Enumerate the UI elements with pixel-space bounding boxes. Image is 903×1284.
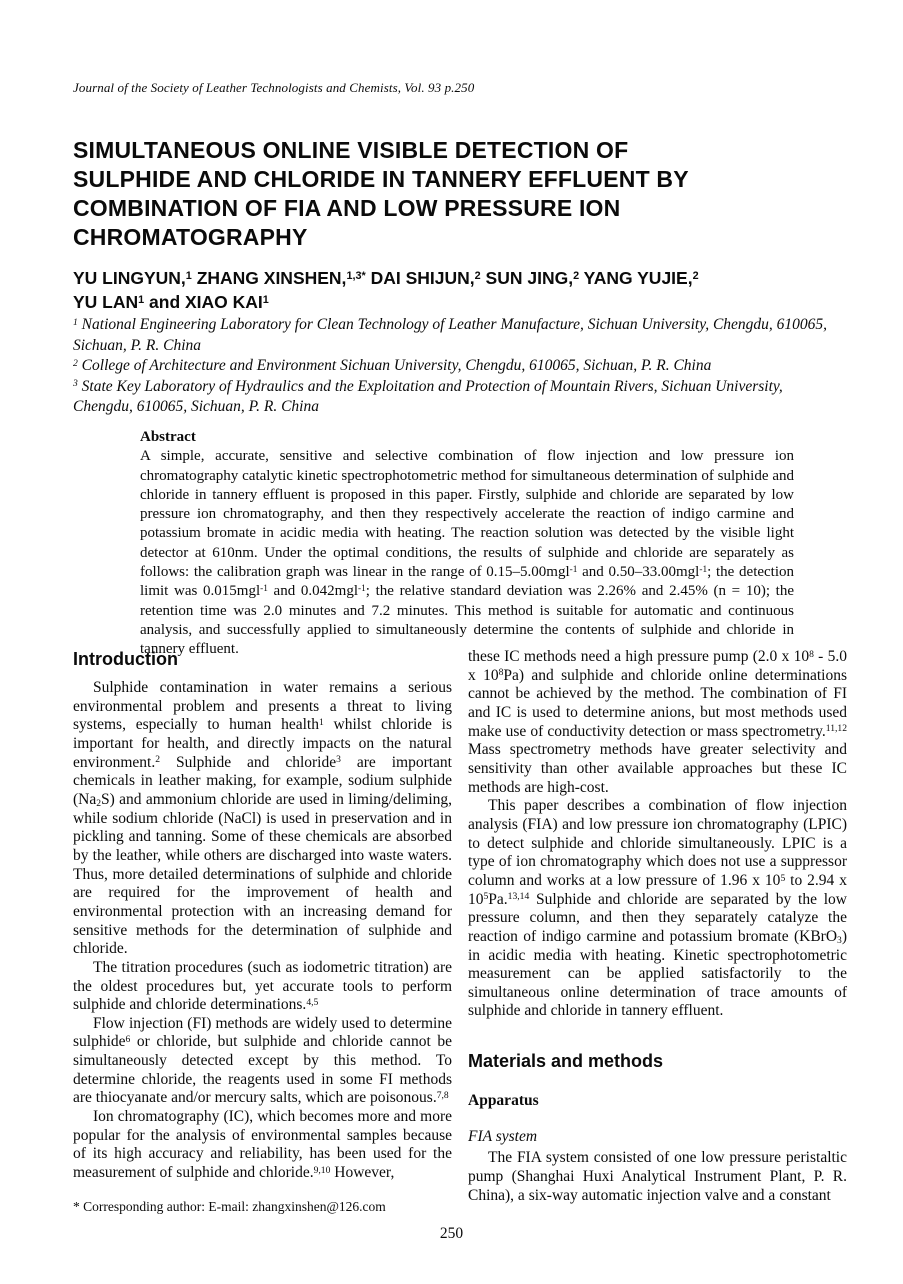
column-right [468,648,847,1205]
two-column-body [73,648,847,1205]
section-heading-materials-and-methods: Materials and methods [468,1051,664,1072]
abstract-text: A simple, accurate, sensitive and selective combination of flow injection and low pressure ion chromatography catalytic kinetic spectrophotometric method for simultaneous determination of sulphide and chloride in tannery effluent is proposed in this paper. Firstly, sulphide and chloride are separated by low pressure ion chromatography, and then they respectively accelerate the reaction of indigo carmine and potassium bromate in acidic media with heating. The reaction solution was detected by the visible light detector at 610nm. Under the optimal conditions, the results of sulphide and chloride are separately as follows: the calibration graph was linear in the range of 0.15–5.00mgl$^{-1}$ and 0.50–33.00mgl$^{-1}$; the detection limit was 0.015mgl$^{-1}$ and 0.042mgl$^{-1}$; the relative standard deviation was 2.26% and 2.45% (n = 10); the retention time was 2.0 minutes and 7.2 minutes. This method is suitable for automatic and continuous analysis, and successfully applied to simultaneously determine the contents of sulphide and chloride in tannery effluent. [140,448,795,658]
intro-paragraph-3: Flow injection (FI) methods are widely used to determine sulphide$^6$ or chloride, but sulphide and chloride cannot be simultaneously detected except by this method. To determine chloride, the reagents used in some FI methods are thiocyanate and/or mercury salts, which are poisonous.$^{7,8}$ [73,1014,452,1107]
journal-header: Journal of the Society of Leather Technologists and Chemists, Vol. 93 p.250 [73,80,475,95]
authors-line-1: YU LINGYUN,$^1$ ZHANG XINSHEN,$^{1,3*}$ DAI SHIJUN,$^2$ SUN JING,$^2$ YANG YUJIE,$^2$ [73,268,699,288]
title-line-1: SIMULTANEOUS ONLINE VISIBLE DETECTION OF [73,137,629,163]
subsection-heading-apparatus: Apparatus [468,1092,539,1110]
affiliation-item-1: $^1$ National Engineering Laboratory for Clean Technology of Leather Manufacture, Sichuan University, Chengdu, 610065, Sichuan, P. R. China [73,316,828,354]
column-left [73,648,452,1205]
title-line-2: SULPHIDE AND CHLORIDE IN TANNERY EFFLUENT BY [73,166,689,192]
authors [73,266,699,314]
intro-paragraph-5: This paper describes a combination of flow injection analysis (FIA) and low pressure ion chromatography (LPIC) to detect sulphide and chloride simultaneously. LPIC is a type of ion chromatography which does not use a suppressor column and works at a low pressure of 1.96 x $10^5$ to 2.94 x $10^5Pa.^{13,14}$ Sulphide and chloride are separated by the low pressure column, and then they separately catalyze the reaction of indigo carmine and potassium bromate (KBrO$_3$) in acidic media with heating. Kinetic spectrophotometric measurement can be applied satisfactorily to the simultaneous online determination of trace amounts of sulphide and chloride in tannery effluent. [468,797,847,1020]
intro-paragraph-4: Ion chromatography (IC), which becomes more and more popular for the analysis of environmental samples because of its high accuracy and reliability, has been used for the measurement of sulphide and chloride.$^{9,10}$ However, [73,1108,452,1182]
title-line-3: COMBINATION OF FIA AND LOW PRESSURE ION [73,195,621,221]
page-number: 250 [439,1225,464,1242]
intro-paragraph-1: Sulphide contamination in water remains a serious environmental problem and presents a threat to living systems, especially to human health$^1$ whilst chloride is important for health, and directly impacts on the natural environment.$^2$ Sulphide and chloride$^3$ are important chemicals in leather making, for example, sodium sulphide $(Na_2S)$ and ammonium chloride are used in liming/deliming, while sodium chloride (NaCl) is used in preservation and in pickling and tanning. Some of these chemicals are absorbed by the leather, while others are discharged into waste waters. Thus, more detailed determinations of sulphide and chloride are required for the improvement of health and environmental protection with an increasing demand for sensitive methods for the determination of sulphide and chloride. [73,679,452,958]
affiliation-item-2: $^2$ College of Architecture and Environment Sichuan University, Chengdu, 610065, Sichuan, P. R. China [73,357,712,374]
fia-system-paragraph: The FIA system consisted of one low pressure peristaltic pump (Shanghai Huxi Analytical Instrument Plant, P. R. China), a six-way automatic injection valve and a constant [468,1149,847,1204]
affiliation-item-3: $^3$ State Key Laboratory of Hydraulics and the Exploitation and Protection of Mountain Rivers, Sichuan University, Chengdu, 610065, Sichuan, P. R. China [73,377,783,415]
section-heading-introduction: Introduction [73,649,178,669]
corresponding-author-footnote: * Corresponding author: E-mail: zhangxinshen@126.com [73,1199,392,1215]
affiliations [73,315,845,418]
subsubsection-heading-fia-system: FIA system [468,1127,538,1145]
intro-paragraph-4-continuation: these IC methods need a high pressure pump (2.0 x $10^8 - 5.0$ x $10^8Pa$) and sulphide and chloride online determinations cannot be achieved by the method. The combination of FI and IC is used to determine anions, but most methods used make use of conductivity detection or mass spectrometry.$^{11,12}$ Mass spectrometry methods have greater selectivity and sensitivity than other available approaches but these IC methods are high-cost. [468,648,847,796]
abstract-heading: Abstract [140,429,196,445]
abstract-block [140,428,794,660]
title-line-4: CHROMATOGRAPHY [73,224,308,250]
authors-line-2: YU LAN$^1$ and XIAO KAI$^1$ [73,292,269,312]
page-title [73,136,689,252]
intro-paragraph-2: The titration procedures (such as iodometric titration) are the oldest procedures but, yet accurate tools to perform sulphide and chloride determinations.$^{4,5}$ [73,958,452,1014]
